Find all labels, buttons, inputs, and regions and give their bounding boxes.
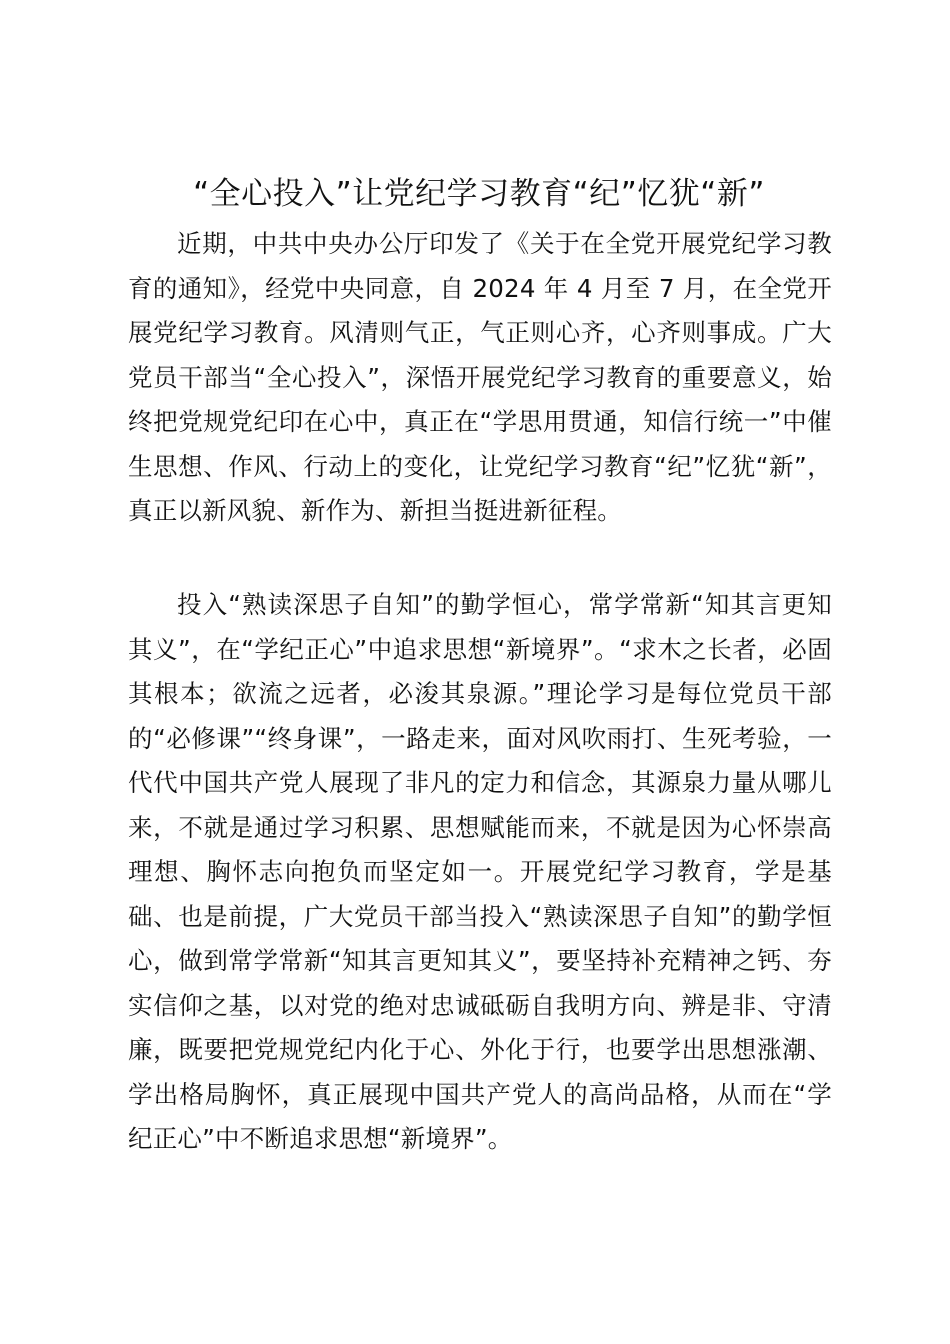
paragraph-2: 投入“熟读深思子自知”的勤学恒心，常学常新“知其言更知其义”，在“学纪正心”中追求思想“新境界”。“求木之长者，必固其根本；欲流之远者，必浚其泉源。”理论学习是每位党员干部的“必修课”“终身课”，一路走来，面对风吹雨打、生死考验，一代代中国共产党人展现了非凡的定力和信念，其源泉力量从哪儿来，不就是通过学习积累、思想赋能而来，不就是因为心怀崇高理想、胸怀志向抱负而坚定如一。开展党纪学习教育，学是基础、也是前提，广大党员干部当投入“熟读深思子自知”的勤学恒心，做到常学常新“知其言更知其义”，要坚持补充精神之钙、夯实信仰之基，以对党的绝对忠诚砥砺自我明方向、辨是非、守清廉，既要把党规党纪内化于心、外化于行，也要学出思想涨潮、学出格局胸怀，真正展现中国共产党人的高尚品格，从而在“学纪正心”中不断追求思想“新境界”。 bbox=[128, 590, 832, 1153]
paragraph-1: 近期，中共中央办公厅印发了《关于在全党开展党纪学习教育的通知》，经党中央同意，自 2024 年 4 月至 7 月，在全党开展党纪学习教育。风清则气正，气正则心齐，心齐则事成。广大党员干部当“全心投入”，深悟开展党纪学习教育的重要意义，始终把党规党纪印在心中，真正在“学思用贯通，知信行统一”中催生思想、作风、行动上的变化，让党纪学习教育“纪”忆犹“新”，真正以新风貌、新作为、新担当挺进新征程。 bbox=[128, 229, 832, 525]
document-title: “全心投入”让党纪学习教育“纪”忆犹“新” bbox=[193, 176, 765, 212]
